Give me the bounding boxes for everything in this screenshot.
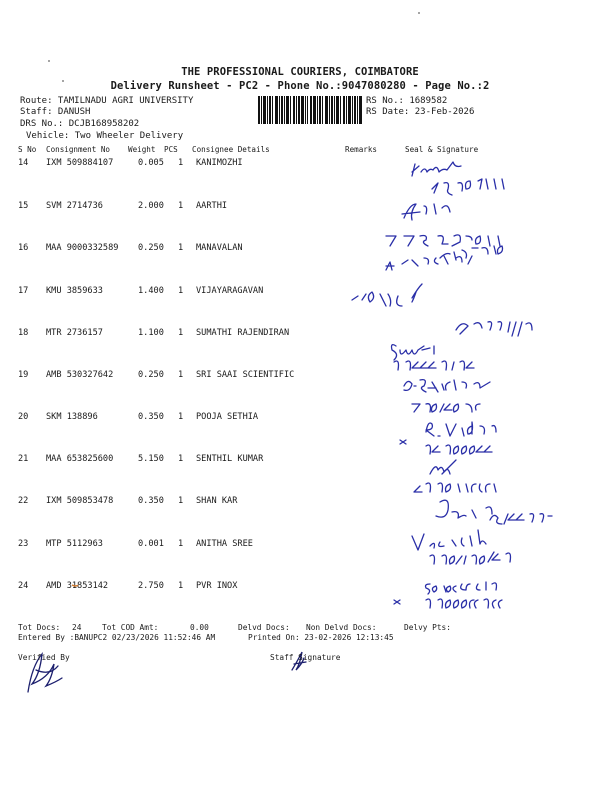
- row-sno: 23: [18, 539, 29, 549]
- hw-row21: [405, 459, 412, 460]
- row-pcs: 1: [178, 243, 184, 253]
- hw-name: [405, 417, 409, 418]
- delvd-docs-label: Delvd Docs:: [238, 623, 290, 632]
- row-consignee: POOJA SETHIA: [196, 412, 259, 422]
- tot-cod-value: 0.00: [190, 623, 209, 632]
- company-title: THE PROFESSIONAL COURIERS, COIMBATORE: [181, 66, 419, 78]
- row-weight: 2.750: [138, 581, 164, 591]
- rs-number: RS No.: 1689582: [366, 96, 448, 106]
- row-consignee: KANIMOZHI: [196, 158, 243, 168]
- col-weight: Weight: [128, 145, 156, 154]
- row-consignee: VIJAYARAGAVAN: [196, 286, 264, 296]
- row-consignee: SENTHIL KUMAR: [196, 454, 264, 464]
- hw-phone: [405, 291, 411, 292]
- row-pcs: 1: [178, 201, 184, 211]
- hw-row24: [405, 586, 418, 587]
- scan-speck: [48, 60, 50, 62]
- row-weight: 5.150: [138, 454, 164, 464]
- row-weight: 0.350: [138, 496, 164, 506]
- row-pcs: 1: [178, 496, 184, 506]
- hw-name: [405, 333, 409, 334]
- row-weight: 0.001: [138, 539, 164, 549]
- row-pcs: 1: [178, 158, 184, 168]
- row-consignee: SUMATHI RAJENDIRAN: [196, 328, 290, 338]
- col-remarks: Remarks: [345, 145, 378, 154]
- hw-row14: [405, 162, 417, 163]
- hw-name: [405, 375, 412, 376]
- hw-row23: [405, 544, 416, 545]
- row-consignment: MTR 2736157: [46, 328, 103, 338]
- vehicle-label: Vehicle: Two Wheeler Delivery: [26, 131, 184, 141]
- col-seal-signature: Seal & Signature: [405, 145, 479, 154]
- col-sno: S No: [18, 145, 37, 154]
- verified-by-label: Verified By: [18, 653, 70, 662]
- drs-number: DRS No.: DCJB168958202: [20, 119, 140, 129]
- delvy-pts-label: Delvy Pts:: [404, 623, 451, 632]
- row-consignment: SKM 138896: [46, 412, 98, 422]
- hw-row16: [405, 248, 411, 249]
- col-consignee: Consignee Details: [192, 145, 270, 154]
- hw-row18: [405, 333, 416, 334]
- hw-phone: [410, 417, 416, 418]
- hw-row15: [405, 205, 415, 206]
- hw-phone: [410, 544, 416, 545]
- scan-speck: [62, 80, 64, 82]
- row-consignment: SVM 2714736: [46, 201, 103, 211]
- hw-phone: [405, 248, 411, 249]
- row-pcs: 1: [178, 328, 184, 338]
- route-label: Route: TAMILNADU AGRI UNIVERSITY: [20, 96, 194, 106]
- row-weight: 0.250: [138, 370, 164, 380]
- row-weight: 0.250: [138, 243, 164, 253]
- hw-row22: [405, 501, 409, 502]
- row-pcs: 1: [178, 539, 184, 549]
- row-pcs: 1: [178, 286, 184, 296]
- hw-row20: [405, 417, 416, 418]
- row-weight: 0.005: [138, 158, 164, 168]
- row-sno: 14: [18, 158, 29, 168]
- row-sno: 18: [18, 328, 29, 338]
- row-sno: 15: [18, 201, 29, 211]
- row-pcs: 1: [178, 581, 184, 591]
- hw-row17: [405, 291, 411, 292]
- hw-name: [405, 205, 408, 206]
- row-sno: 22: [18, 496, 29, 506]
- row-pcs: 1: [178, 412, 184, 422]
- scan-speck: [418, 12, 420, 14]
- tot-docs-value: 24: [72, 623, 82, 632]
- row-sno: 20: [18, 412, 29, 422]
- runsheet-subtitle: Delivery Runsheet - PC2 - Phone No.:9047080280 - Page No.:2: [110, 80, 490, 92]
- row-weight: 1.100: [138, 328, 164, 338]
- row-consignee: MANAVALAN: [196, 243, 243, 253]
- hw-phone: [410, 333, 416, 334]
- hw-phone: [411, 162, 417, 163]
- hw-phone: [405, 459, 412, 460]
- hw-name: [405, 162, 410, 163]
- row-sno: 21: [18, 454, 29, 464]
- tot-docs-label: Tot Docs:: [18, 623, 61, 632]
- row-sno: 19: [18, 370, 29, 380]
- row-consignment: AMD 31853142: [46, 581, 109, 591]
- row-sno: 24: [18, 581, 29, 591]
- row-consignment: IXM 509884107: [46, 158, 114, 168]
- hw-phone: [405, 501, 409, 502]
- row-consignment: IXM 509853478: [46, 496, 114, 506]
- rs-date: RS Date: 23-Feb-2026: [366, 107, 475, 117]
- row-consignee: SHAN KAR: [196, 496, 238, 506]
- non-delvd-docs-label: Non Delvd Docs:: [306, 623, 377, 632]
- staff-label: Staff: DANUSH: [20, 107, 91, 117]
- col-pcs: PCS: [164, 145, 178, 154]
- row-weight: 0.350: [138, 412, 164, 422]
- staff-signature-label: Staff Signature: [270, 653, 341, 662]
- row-pcs: 1: [178, 454, 184, 464]
- row-consignee: SRI SAAI SCIENTIFIC: [196, 370, 295, 380]
- printed-on: Printed On: 23-02-2026 12:13:45: [248, 633, 394, 642]
- tot-cod-label: Tot COD Amt:: [102, 623, 159, 632]
- row-consignee: PVR INOX: [196, 581, 238, 591]
- row-consignment: MAA 9000332589: [46, 243, 119, 253]
- hw-row19: [405, 375, 418, 376]
- row-consignee: AARTHI: [196, 201, 228, 211]
- row-consignee: ANITHA SREE: [196, 539, 253, 549]
- entered-by: Entered By :BANUPC2 02/23/2026 11:52:46 AM: [18, 633, 216, 642]
- hw-phone: [412, 586, 418, 587]
- row-consignment: KMU 3859633: [46, 286, 103, 296]
- hw-phone: [412, 375, 418, 376]
- row-weight: 2.000: [138, 201, 164, 211]
- row-consignment: MAA 653825600: [46, 454, 114, 464]
- row-weight: 1.400: [138, 286, 164, 296]
- row-consignment: MTP 5112963: [46, 539, 103, 549]
- col-consignment: Consignment No: [46, 145, 111, 154]
- row-pcs: 1: [178, 370, 184, 380]
- hw-name: [405, 586, 411, 587]
- row-consignment: AMB 530327642: [46, 370, 114, 380]
- row-sno: 17: [18, 286, 29, 296]
- row-sno: 16: [18, 243, 29, 253]
- hw-phone: [409, 205, 415, 206]
